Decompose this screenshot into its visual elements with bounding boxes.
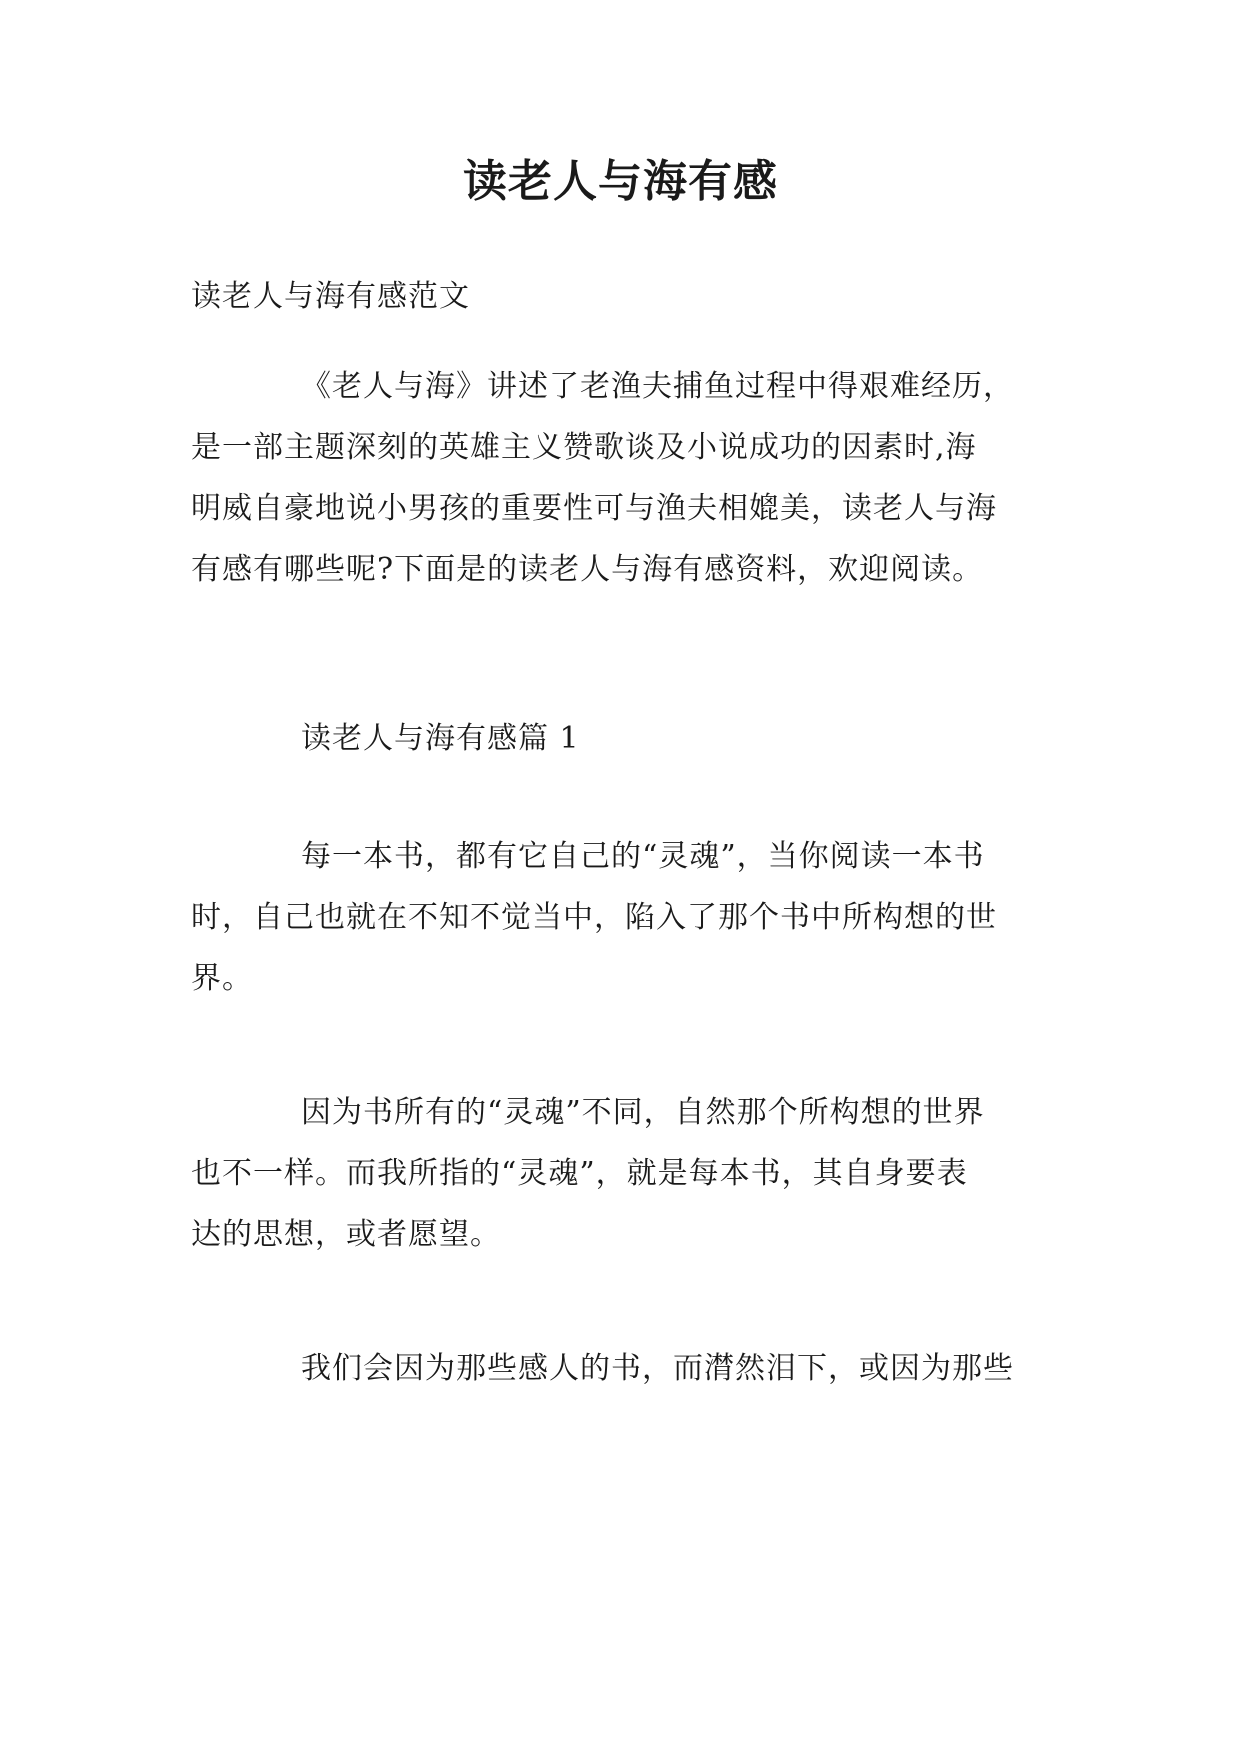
paragraph-line: 是一部主题深刻的英雄主义赞歌谈及小说成功的因素时,海 (191, 430, 977, 465)
document-title: 读老人与海有感 (463, 156, 778, 207)
paragraph-line: 明威自豪地说小男孩的重要性可与渔夫相媲美，读老人与海 (191, 491, 997, 526)
section-heading (191, 708, 1061, 769)
paragraph-2 (191, 1082, 1061, 1265)
section-heading-text: 读老人与海有感篇 1 (301, 721, 580, 756)
paragraph-line: 《老人与海》讲述了老渔夫捕鱼过程中得艰难经历， (301, 369, 1014, 404)
paragraph-line: 时，自己也就在不知不觉当中，陷入了那个书中所构想的世 (191, 900, 997, 935)
paragraph-line: 每一本书，都有它自己的“灵魂”，当你阅读一本书 (301, 839, 985, 874)
paragraph-line: 因为书所有的“灵魂”不同，自然那个所构想的世界 (301, 1095, 985, 1130)
paragraph-line: 界。 (191, 961, 253, 996)
intro-paragraph (191, 356, 1061, 600)
paragraph-line: 达的思想，或者愿望。 (191, 1217, 501, 1252)
subtitle-text: 读老人与海有感范文 (191, 279, 470, 314)
paragraph-line: 也不一样。而我所指的“灵魂”，就是每本书，其自身要表 (191, 1156, 968, 1191)
paragraph-1 (191, 826, 1061, 1009)
paragraph-3 (191, 1338, 1061, 1399)
document-subtitle (191, 266, 1061, 327)
paragraph-line: 有感有哪些呢?下面是的读老人与海有感资料，欢迎阅读。 (191, 552, 984, 587)
paragraph-line: 我们会因为那些感人的书，而潸然泪下，或因为那些 (301, 1351, 1014, 1386)
